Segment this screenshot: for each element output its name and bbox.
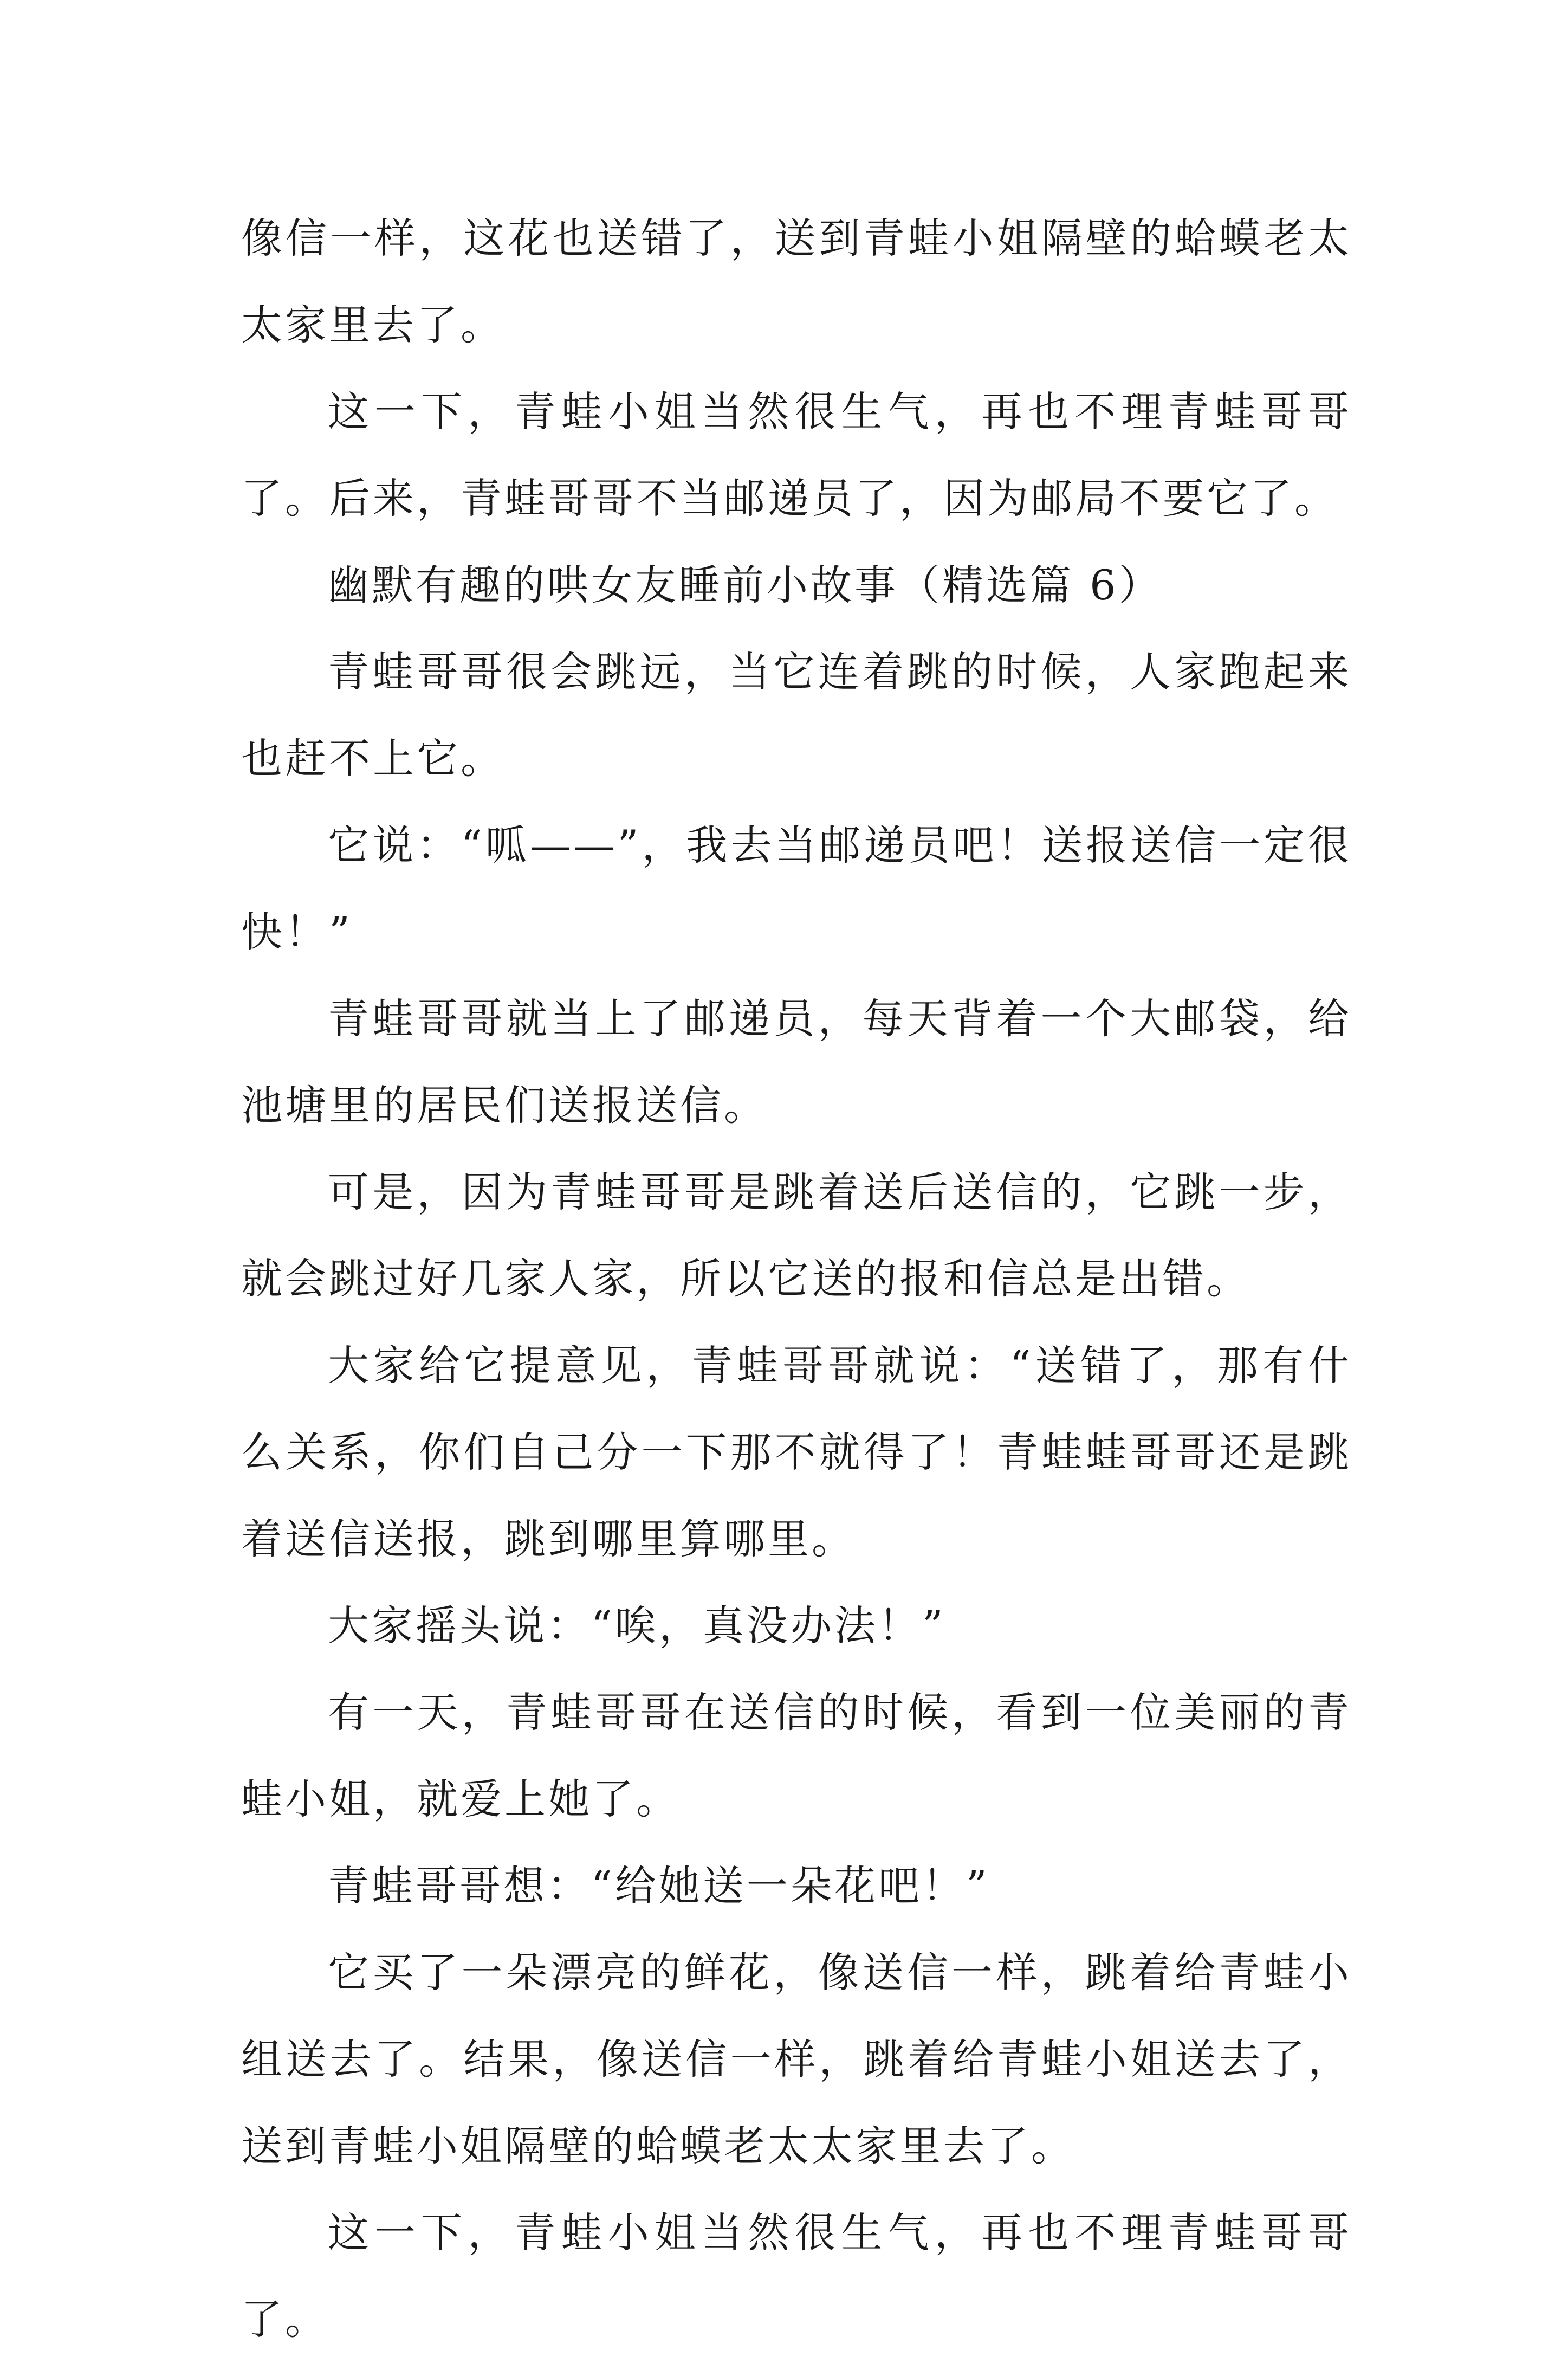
paragraph: 大家给它提意见，青蛙哥哥就说：“送错了，那有什么关系，你们自己分一下那不就得了！青蛙蛙哥哥还是跳着送信送报，跳到哪里算哪里。 — [241, 1341, 1352, 1563]
paragraph: 这一下，青蛙小姐当然很生气，再也不理青蛙哥哥了。后来，青蛙哥哥不当邮递员了，因为邮局不要它了。 — [241, 388, 1352, 522]
paragraph: 这一下，青蛙小姐当然很生气，再也不理青蛙哥哥了。 — [241, 2209, 1352, 2343]
section-heading: 幽默有趣的哄女友睡前小故事（精选篇 6） — [328, 561, 1163, 609]
paragraph: 青蛙哥哥想：“给她送一朵花吧！” — [328, 1862, 990, 1910]
paragraph: 像信一样，这花也送错了，送到青蛙小姐隔壁的蛤蟆老太太家里去了。 — [241, 214, 1352, 349]
paragraph: 它买了一朵漂亮的鲜花，像送信一样，跳着给青蛙小组送去了。结果，像送信一样，跳着给青蛙小姐送去了，送到青蛙小姐隔壁的蛤蟆老太太家里去了。 — [241, 1948, 1352, 2170]
paragraph: 它说：“呱——”，我去当邮递员吧！送报送信一定很快！” — [241, 821, 1352, 956]
paragraph: 有一天，青蛙哥哥在送信的时候，看到一位美丽的青蛙小姐，就爱上她了。 — [241, 1688, 1352, 1823]
paragraph: 青蛙哥哥很会跳远，当它连着跳的时候，人家跑起来也赶不上它。 — [241, 648, 1352, 783]
paragraph: 青蛙哥哥就当上了邮递员，每天背着一个大邮袋，给池塘里的居民们送报送信。 — [241, 995, 1352, 1129]
paragraph: 大家摇头说：“唉，真没办法！” — [328, 1602, 946, 1650]
document-body — [241, 195, 1352, 2363]
paragraph: 可是，因为青蛙哥哥是跳着送后送信的，它跳一步，就会跳过好几家人家，所以它送的报和信总是出错。 — [241, 1168, 1352, 1303]
